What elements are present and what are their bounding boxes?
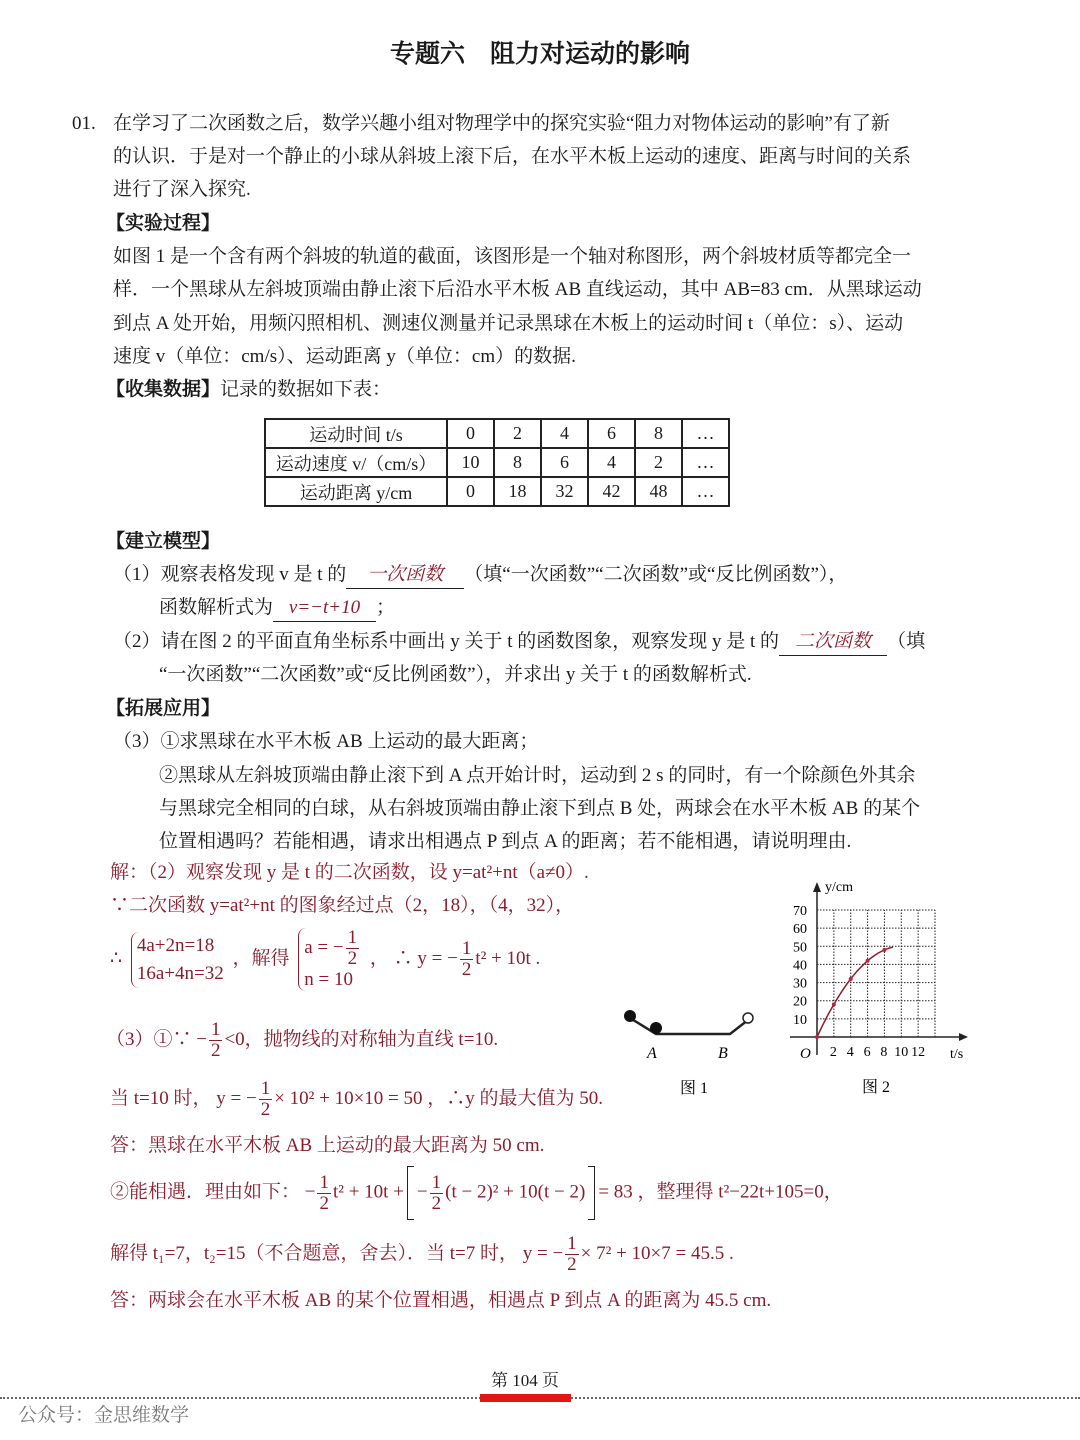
denominator: 2 bbox=[260, 1099, 271, 1120]
q2-line: “一次函数”“二次函数”或“反比例函数”），并求出 y 关于 t 的函数解析式. bbox=[159, 664, 752, 685]
section-heading: 【建立模型】 bbox=[106, 531, 221, 552]
page-title: 专题六 阻力对运动的影响 bbox=[389, 41, 690, 68]
solution-text: × 10² + 10×10 = 50 ，∴y 的最大值为 50. bbox=[274, 1087, 603, 1109]
solution-text: t² + 10t + bbox=[332, 1181, 404, 1203]
table-cell: 42 bbox=[588, 477, 635, 506]
table-cell: 8 bbox=[494, 448, 541, 477]
y-tick-label: 30 bbox=[793, 976, 807, 992]
solution-line bbox=[110, 1079, 603, 1120]
y-axis-label: y/cm bbox=[825, 880, 853, 895]
collect-text: 记录的数据如下表： bbox=[220, 379, 392, 400]
fraction bbox=[317, 1173, 331, 1214]
numerator: 1 bbox=[461, 938, 472, 959]
q3-line: 位置相遇吗？若能相遇，请求出相遇点 P 到点 A 的距离；若不能相遇，请说明理由. bbox=[159, 831, 852, 852]
solution-text: (t − 2)² + 10(t − 2) bbox=[445, 1181, 586, 1203]
x-axis-label: t/s bbox=[950, 1047, 964, 1062]
y-tick-label: 10 bbox=[793, 1012, 807, 1028]
solution-text: t² + 10t . bbox=[475, 947, 541, 969]
table-cell: 4 bbox=[541, 419, 588, 448]
table-cell: 8 bbox=[635, 419, 682, 448]
process-line: 样．一个黑球从左斜坡顶端由静止滚下后沿水平木板 AB 直线运动，其中 AB=83 cm．从黑球运动 bbox=[113, 279, 922, 300]
q2-line bbox=[113, 629, 925, 656]
table-cell: 4 bbox=[588, 448, 635, 477]
y-tick-label: 50 bbox=[793, 940, 807, 956]
q2-text: （2）请在图 2 的平面直角坐标系中画出 y 关于 t 的函数图象，观察发现 y 是 t 的 bbox=[113, 631, 780, 652]
table-cell: 0 bbox=[447, 477, 494, 506]
label-b: B bbox=[718, 1045, 728, 1062]
x-tick-label: 6 bbox=[863, 1045, 871, 1060]
equation: 4a+2n=18 bbox=[136, 934, 215, 956]
table-cell: 6 bbox=[588, 419, 635, 448]
data-point bbox=[815, 1035, 819, 1039]
x-tick-label: 10 bbox=[894, 1045, 909, 1060]
fraction bbox=[430, 1173, 444, 1214]
row-label: 运动速度 v/（cm/s） bbox=[265, 448, 447, 477]
process-line: 速度 v（单位：cm/s）、运动距离 y（单位：cm）的数据. bbox=[113, 346, 576, 367]
left-bracket bbox=[407, 1166, 414, 1220]
solution-text: ，解得 bbox=[232, 947, 290, 969]
table-row bbox=[265, 477, 729, 506]
numerator: 1 bbox=[567, 1233, 577, 1254]
row-label: 运动距离 y/cm bbox=[265, 477, 447, 506]
black-ball-top bbox=[624, 1010, 636, 1022]
solution-text: − bbox=[416, 1181, 428, 1203]
table-cell: 32 bbox=[541, 477, 588, 506]
q3-line: （3）①求黑球在水平木板 AB 上运动的最大距离； bbox=[113, 731, 539, 752]
denominator: 2 bbox=[347, 948, 358, 969]
question-number: 01. bbox=[72, 113, 96, 134]
table-cell: 2 bbox=[635, 448, 682, 477]
therefore: ∴ bbox=[110, 947, 123, 969]
table-cell: … bbox=[682, 419, 729, 448]
page-number: 第 104 页 bbox=[491, 1371, 559, 1390]
equation: 16a+4n=32 bbox=[136, 962, 224, 984]
solution-line bbox=[110, 1166, 843, 1220]
data-point bbox=[882, 948, 886, 952]
question-line: 的认识．于是对一个静止的小球从斜坡上滚下后，在水平木板上运动的速度、距离与时间的关系 bbox=[113, 146, 912, 167]
equation-system bbox=[131, 932, 224, 988]
section-heading: 【拓展应用】 bbox=[106, 698, 221, 719]
table-row bbox=[265, 419, 729, 448]
figure-1-caption: 图 1 bbox=[680, 1080, 709, 1097]
a-value: a = − bbox=[304, 936, 344, 958]
q1-line bbox=[159, 595, 395, 622]
q1-formula-blank: v=−t+10 bbox=[273, 595, 376, 622]
q2-text: （填 bbox=[887, 631, 926, 652]
solution-text: = 83 ，整理得 t²−22t+105=0， bbox=[598, 1181, 843, 1203]
function-curve bbox=[817, 947, 893, 1037]
q1-line bbox=[113, 562, 847, 589]
solution-text: （3）①∵ − bbox=[106, 1028, 207, 1050]
section-heading: 【实验过程】 bbox=[106, 213, 221, 234]
x-tick-label: 4 bbox=[846, 1045, 854, 1060]
solution-text: × 7² + 10×7 = 45.5 . bbox=[580, 1242, 734, 1264]
fraction bbox=[460, 939, 474, 980]
solution-line bbox=[110, 1234, 734, 1275]
q3-line: ②黑球从左斜坡顶端由静止滚下到 A 点开始计时，运动到 2 s 的同时，有一个除颜色外其余 bbox=[159, 765, 916, 786]
table-cell: … bbox=[682, 477, 729, 506]
solution-text: ∴ y = − bbox=[393, 947, 458, 969]
denominator: 2 bbox=[319, 1192, 329, 1214]
data-point bbox=[832, 1002, 836, 1006]
fraction bbox=[209, 1020, 223, 1061]
numerator: 1 bbox=[347, 927, 358, 948]
x-tick-label: 8 bbox=[880, 1045, 888, 1060]
y-tick-label: 20 bbox=[793, 994, 807, 1010]
figure-2-chart bbox=[780, 870, 980, 1100]
collect-line bbox=[106, 377, 391, 403]
solution-line: 答：黑球在水平木板 AB 上运动的最大距离为 50 cm. bbox=[110, 1135, 545, 1156]
data-point bbox=[849, 977, 853, 981]
denominator: 2 bbox=[461, 959, 472, 980]
y-tick-label: 70 bbox=[793, 904, 807, 919]
q1-text: （填“一次函数”“二次函数”或“反比例函数”）， bbox=[464, 564, 848, 585]
question-line: 进行了深入探究. bbox=[113, 179, 251, 200]
table-cell: 0 bbox=[447, 419, 494, 448]
denominator: 2 bbox=[431, 1192, 442, 1214]
solution-text: 当 t=10 时， y = − bbox=[110, 1087, 257, 1109]
numerator: 1 bbox=[319, 1171, 329, 1193]
q3-line: 与黑球完全相同的白球，从右斜坡顶端由静止滚下到点 B 处，两球会在水平木板 AB 的某个 bbox=[159, 798, 921, 819]
solution-line: 解：（2）观察发现 y 是 t 的二次函数，设 y=at²+nt（a≠0）. bbox=[110, 862, 589, 883]
table-cell: 10 bbox=[447, 448, 494, 477]
label-a: A bbox=[647, 1045, 657, 1062]
numerator: 1 bbox=[210, 1019, 221, 1040]
section-heading: 【收集数据】 bbox=[106, 379, 221, 400]
data-point bbox=[866, 959, 870, 963]
fraction bbox=[346, 928, 360, 969]
solution-text: ②能相遇．理由如下： − bbox=[110, 1181, 316, 1203]
table-cell: 6 bbox=[541, 448, 588, 477]
table-cell: 48 bbox=[635, 477, 682, 506]
footer-red-bar bbox=[480, 1394, 571, 1402]
solution-text: 解得 t₁=7，t₂=15（不合题意，舍去）．当 t=7 时， y = − bbox=[110, 1242, 564, 1264]
q2-answer-blank: 二次函数 bbox=[779, 629, 887, 656]
y-tick-label: 40 bbox=[793, 958, 807, 974]
fraction bbox=[259, 1079, 273, 1120]
figure-2-caption: 图 2 bbox=[862, 1079, 891, 1096]
q1-text: （1）观察表格发现 v 是 t 的 bbox=[113, 564, 347, 585]
table-cell: 2 bbox=[494, 419, 541, 448]
table-cell: … bbox=[682, 448, 729, 477]
row-label: 运动时间 t/s bbox=[265, 419, 447, 448]
x-tick-label: 2 bbox=[829, 1045, 837, 1060]
process-line: 如图 1 是一个含有两个斜坡的轨道的截面，该图形是一个轴对称图形，两个斜坡材质等都完全一 bbox=[113, 246, 912, 267]
origin-label: O bbox=[800, 1046, 811, 1062]
y-axis-arrow bbox=[813, 882, 821, 892]
fraction bbox=[565, 1234, 579, 1275]
figure-1 bbox=[600, 990, 770, 1100]
white-ball bbox=[743, 1013, 753, 1023]
denominator: 2 bbox=[567, 1254, 577, 1275]
solution-line: ∵二次函数 y=at²+nt 的图象经过点（2，18），（4，32）， bbox=[110, 895, 575, 916]
solution-line bbox=[106, 1020, 498, 1061]
solution-text: <0，抛物线的对称轴为直线 t=10. bbox=[224, 1028, 499, 1050]
solution-system-result bbox=[298, 928, 361, 991]
data-table bbox=[264, 418, 730, 507]
n-value: n = 10 bbox=[304, 969, 353, 990]
solution-system bbox=[110, 928, 540, 991]
q1-text: ； bbox=[376, 597, 396, 618]
right-bracket bbox=[588, 1166, 595, 1220]
y-tick-label: 60 bbox=[793, 922, 807, 938]
numerator: 1 bbox=[431, 1171, 442, 1193]
table-cell: 18 bbox=[494, 477, 541, 506]
footer-wechat: 公众号：金思维数学 bbox=[18, 1405, 190, 1426]
table-row bbox=[265, 448, 729, 477]
x-tick-label: 12 bbox=[911, 1045, 926, 1060]
q1-answer-blank: 一次函数 bbox=[346, 562, 464, 589]
x-axis-arrow bbox=[959, 1033, 968, 1041]
process-line: 到点 A 处开始，用频闪照相机、测速仪测量并记录黑球在木板上的运动时间 t（单位：s）、运动 bbox=[113, 313, 904, 334]
solution-line: 答：两球会在水平木板 AB 的某个位置相遇，相遇点 P 到点 A 的距离为 45.5 cm. bbox=[110, 1290, 772, 1311]
track bbox=[630, 1018, 748, 1034]
question-line: 在学习了二次函数之后，数学兴趣小组对物理学中的探究实验“阻力对物体运动的影响”有了新 bbox=[113, 113, 890, 134]
black-ball-a bbox=[650, 1022, 662, 1034]
q1-text: 函数解析式为 bbox=[159, 597, 274, 618]
numerator: 1 bbox=[260, 1078, 271, 1099]
denominator: 2 bbox=[210, 1040, 221, 1061]
comma: ， bbox=[369, 947, 389, 969]
